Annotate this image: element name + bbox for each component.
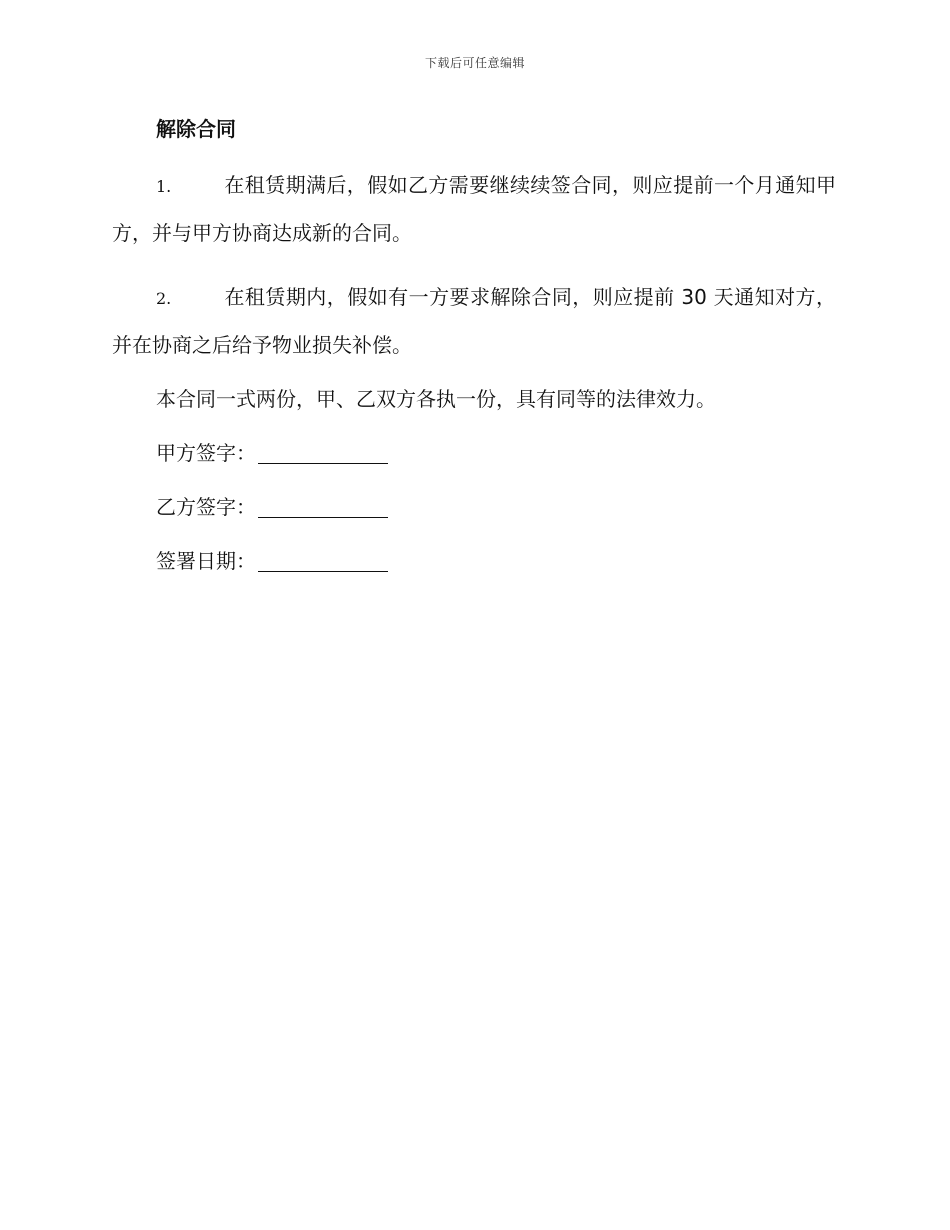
clause-text: 在租赁期内，假如有一方要求解除合同，则应提前 30 天通知对方，并在协商之后给予物业损失补偿。: [112, 285, 836, 357]
signature-blank-line[interactable]: [258, 557, 388, 572]
clause-2: [112, 274, 836, 368]
signature-label: 甲方签字：: [156, 441, 256, 465]
signature-date: [112, 538, 836, 584]
contract-statement: 本合同一式两份，甲、乙双方各执一份，具有同等的法律效力。: [156, 387, 716, 411]
signature-party-b: [112, 484, 836, 530]
header-note: 下载后可任意编辑: [424, 56, 525, 70]
section-title: 解除合同: [156, 117, 236, 141]
signature-label: 乙方签字：: [156, 495, 256, 519]
clause-number: 2.: [156, 289, 172, 308]
clause-number: 1.: [156, 177, 172, 196]
signature-label: 签署日期：: [156, 549, 256, 573]
clause-1: [112, 162, 836, 256]
clause-text: 在租赁期满后，假如乙方需要继续续签合同，则应提前一个月通知甲方，并与甲方协商达成新的合同。: [112, 173, 836, 245]
document-body: [112, 112, 836, 584]
signature-party-a: [112, 430, 836, 476]
signature-blank-line[interactable]: [258, 449, 388, 464]
signature-blank-line[interactable]: [258, 503, 388, 518]
